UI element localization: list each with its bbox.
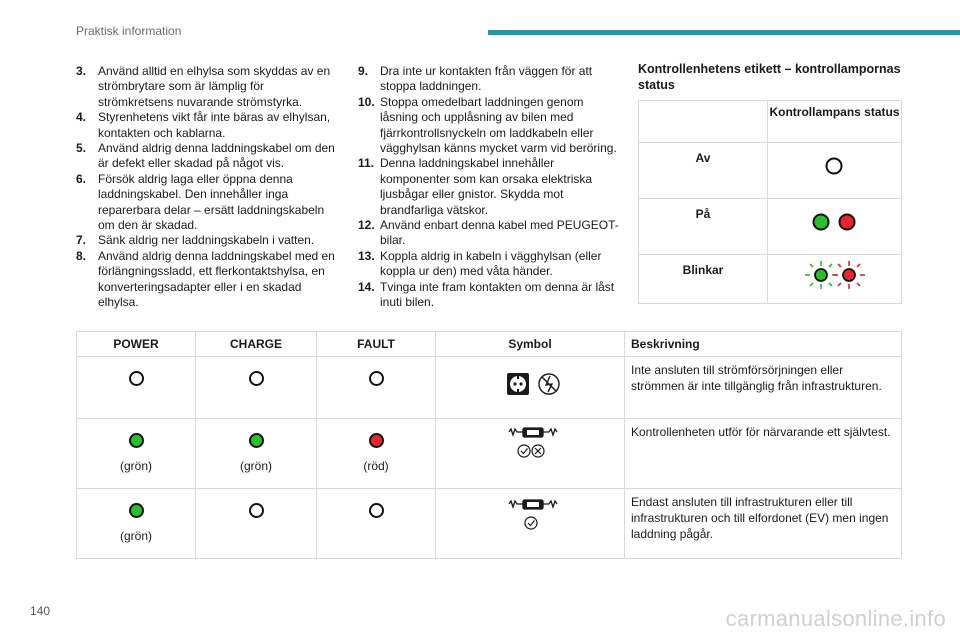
list-number: 14. xyxy=(358,279,375,294)
list-text: Använd aldrig denna laddningskabel med en förlängningssladd, ett flerkontaktshylsa, en konverteringsadapter eller i en skadad elhylsa. xyxy=(98,248,335,310)
list-item xyxy=(358,280,620,311)
led-red-icon xyxy=(840,215,855,230)
no-power-icon xyxy=(539,374,559,394)
led-color-label: (grön) xyxy=(119,529,152,543)
col-header-description: Beskrivning xyxy=(625,332,902,357)
charging-cable-icon xyxy=(509,428,557,437)
col-header-fault: FAULT xyxy=(317,332,436,357)
watermark: carmanualsonline.info xyxy=(725,606,946,631)
table-row xyxy=(77,357,902,419)
col-header-power: POWER xyxy=(77,332,196,357)
led-off-icon xyxy=(249,371,264,386)
led-on-icons xyxy=(769,200,900,246)
list-item xyxy=(76,64,340,110)
table-row xyxy=(77,489,902,559)
list-item xyxy=(76,172,340,234)
description-cell: Kontrollenheten utför för närvarande ett självtest. xyxy=(625,419,902,489)
control-table-header: Kontrollampans status xyxy=(768,101,902,143)
list-number: 5. xyxy=(76,141,87,156)
cable-test-symbols xyxy=(437,420,623,478)
power-cell xyxy=(77,489,196,559)
led-red-icon xyxy=(369,433,384,448)
control-table-title: Kontrollenhetens etikett – kontrollampornas status xyxy=(638,62,901,92)
list-number: 6. xyxy=(76,171,87,186)
led-off-icon xyxy=(129,371,144,386)
fault-cell xyxy=(317,419,436,489)
led-green-icon xyxy=(814,215,829,230)
power-cell xyxy=(77,357,196,419)
list-number: 13. xyxy=(358,248,375,263)
list-text: Koppla aldrig in kabeln i vägghylsan (eller koppla ur den) med våta händer. xyxy=(380,248,602,279)
section-title: Praktisk information xyxy=(76,24,182,38)
power-outlet-icon xyxy=(507,373,529,395)
led-off-icon xyxy=(369,503,384,518)
control-table-empty-header xyxy=(639,101,768,143)
led-off-icon xyxy=(249,503,264,518)
list-text: Använd alltid en elhylsa som skyddas av en strömbrytare som är lämplig för strömkretsens nuvarande strömstyrka. xyxy=(98,64,331,109)
list-item xyxy=(358,95,620,157)
symbol-cell xyxy=(436,489,625,559)
description-cell: Inte ansluten till strömförsörjningen eller strömmen är inte tillgänglig från infrastrukturen. xyxy=(625,357,902,419)
led-green-icon xyxy=(129,503,144,518)
list-number: 7. xyxy=(76,233,87,248)
list-item xyxy=(76,233,340,248)
outlet-no-power-symbols xyxy=(437,358,623,408)
status-label-on: På xyxy=(639,199,768,255)
fault-cell xyxy=(317,357,436,419)
charge-cell xyxy=(196,357,317,419)
status-led-cell xyxy=(768,255,902,304)
list-number: 11. xyxy=(358,156,375,171)
list-item xyxy=(76,249,340,311)
led-green-icon xyxy=(129,433,144,448)
table-row xyxy=(639,143,902,199)
list-number: 4. xyxy=(76,110,87,125)
charging-status-table xyxy=(76,331,902,559)
list-text: Denna laddningskabel innehåller komponenter som kan orsaka elektriska ljusbågar eller gnistor. Skydda mot brandfarliga vätskor. xyxy=(380,156,593,217)
led-color-label: (grön) xyxy=(239,459,272,473)
list-item xyxy=(76,141,340,172)
list-text: Använd aldrig denna laddningskabel om den är defekt eller skadad på något vis. xyxy=(98,141,335,171)
safety-list-column-2 xyxy=(358,64,620,311)
table-row xyxy=(639,199,902,255)
table-header-row xyxy=(77,332,902,357)
list-item xyxy=(358,156,620,218)
charging-cable-icon xyxy=(509,500,557,509)
list-text: Stoppa omedelbart laddningen genom låsning och upplåsning av bilen med fjärrkontrollsnyckeln om laddkabeln eller vägghylsan känns mycket varm vid beröring. xyxy=(380,94,617,156)
status-label-off: Av xyxy=(639,143,768,199)
cross-icon xyxy=(532,445,544,457)
charge-cell xyxy=(196,489,317,559)
led-green-blink-icon xyxy=(805,261,837,289)
col-header-charge: CHARGE xyxy=(196,332,317,357)
page-number: 140 xyxy=(30,604,51,618)
safety-list-column-1 xyxy=(76,64,340,311)
led-blinking-icons xyxy=(769,256,900,295)
led-off-icon xyxy=(769,144,900,190)
header-accent-bar xyxy=(488,30,960,35)
control-status-table xyxy=(638,100,902,304)
led-color-label: (grön) xyxy=(119,459,152,473)
list-text: Försök aldrig laga eller öppna denna laddningskabel. Den innehåller inga reparerbara delar – ersätt laddningskabeln om den är skadad. xyxy=(98,171,325,233)
list-number: 8. xyxy=(76,248,87,263)
symbol-cell xyxy=(436,419,625,489)
list-item xyxy=(358,249,620,280)
led-green-icon xyxy=(249,433,264,448)
list-number: 12. xyxy=(358,218,375,233)
description-cell: Endast ansluten till infrastrukturen eller till infrastrukturen och till elfordonet (EV) men ingen laddning pågår. xyxy=(625,489,902,559)
list-text: Använd enbart denna kabel med PEUGEOT-bilar. xyxy=(380,218,619,248)
list-number: 3. xyxy=(76,64,87,78)
check-icon xyxy=(518,445,530,457)
charge-cell xyxy=(196,419,317,489)
table-row xyxy=(77,419,902,489)
status-label-blinking: Blinkar xyxy=(639,255,768,304)
status-led-cell xyxy=(768,143,902,199)
list-text: Styrenhetens vikt får inte bäras av elhylsan, kontakten och kablarna. xyxy=(98,110,331,140)
cable-connected-symbols xyxy=(437,490,623,548)
list-item xyxy=(358,218,620,249)
led-color-label: (röd) xyxy=(363,459,389,473)
list-text: Sänk aldrig ner laddningskabeln i vatten. xyxy=(98,233,315,248)
list-number: 10. xyxy=(358,94,375,109)
symbol-cell xyxy=(436,357,625,419)
led-red-blink-icon xyxy=(833,261,865,289)
power-cell xyxy=(77,419,196,489)
list-item xyxy=(358,64,620,95)
status-led-cell xyxy=(768,199,902,255)
list-text: Dra inte ur kontakten från väggen för att stoppa laddningen. xyxy=(380,64,593,94)
led-off-icon xyxy=(369,371,384,386)
list-item xyxy=(76,110,340,141)
list-number: 9. xyxy=(358,64,369,78)
fault-cell xyxy=(317,489,436,559)
check-icon xyxy=(525,517,537,529)
list-text: Tvinga inte fram kontakten om denna är låst inuti bilen. xyxy=(380,279,615,310)
table-row xyxy=(639,255,902,304)
col-header-symbol: Symbol xyxy=(436,332,625,357)
